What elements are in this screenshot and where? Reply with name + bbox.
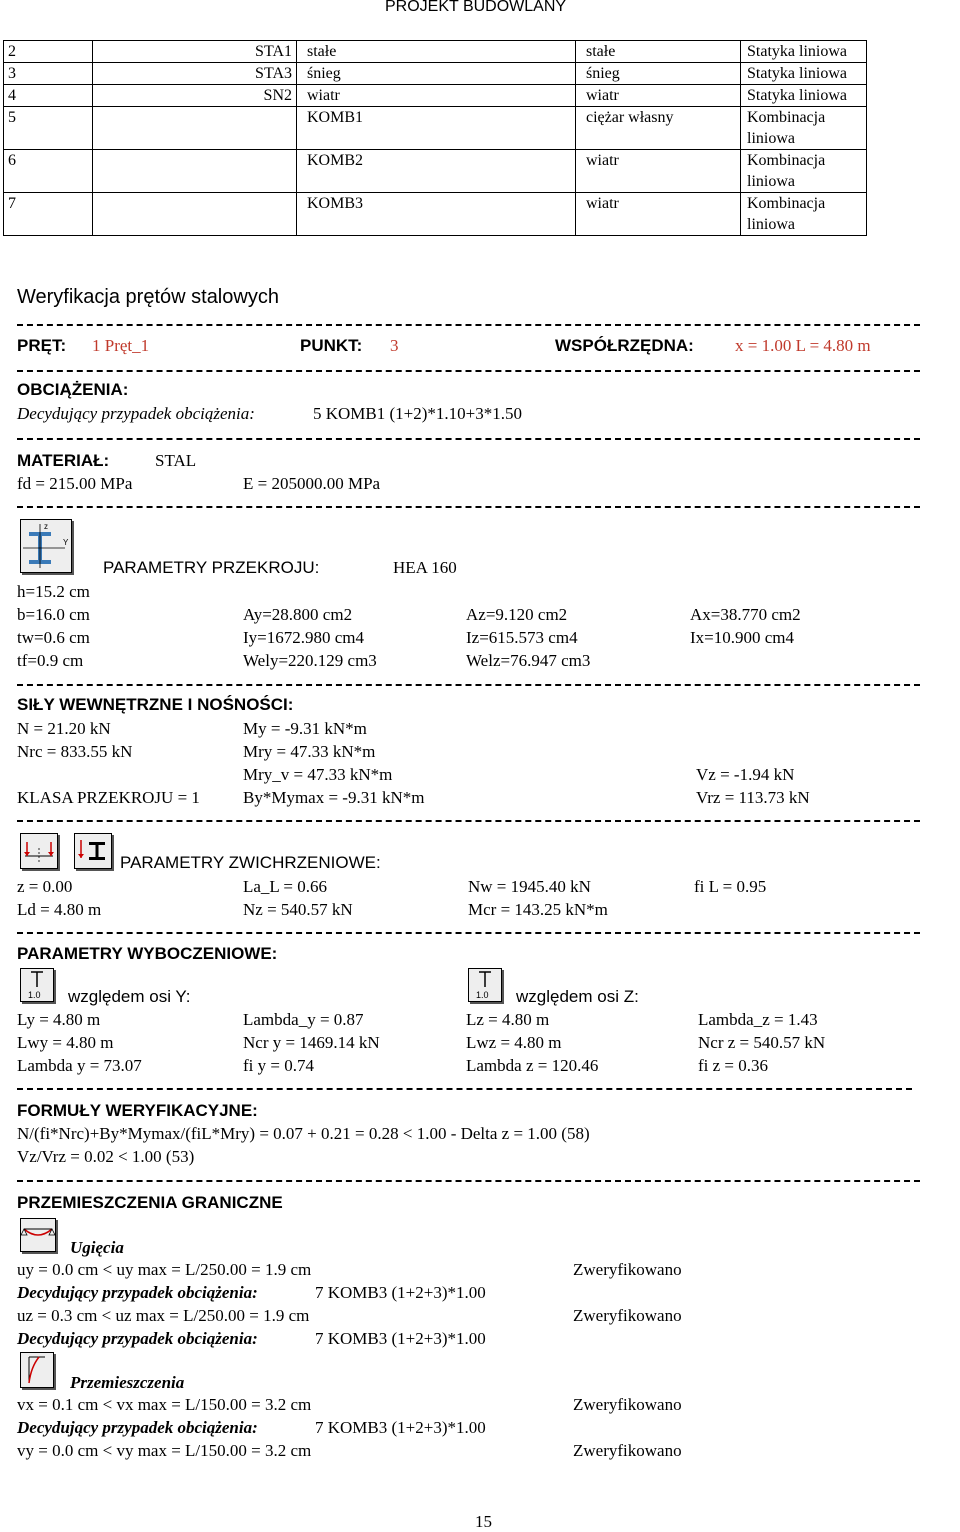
load-case-type: ciężar własny — [576, 107, 741, 150]
material-fd: fd = 215.00 MPa — [17, 474, 133, 493]
load-case-number: 6 — [4, 150, 93, 193]
formula-line-1: N/(fi*Nrc)+By*Mymax/(fiL*Mry) = 0.07 + 0.21 = 0.28 < 1.00 - Delta z = 1.00 (58) — [17, 1124, 590, 1143]
divider — [17, 1088, 912, 1090]
material-value: STAL — [155, 451, 197, 470]
uy-line: uy = 0.0 cm < uy max = L/250.00 = 1.9 cm — [17, 1260, 312, 1279]
divider — [17, 684, 920, 686]
svg-text:z: z — [44, 522, 48, 531]
formuly-label: FORMUŁY WERYFIKACYJNE: — [17, 1101, 258, 1120]
load-case-name: śnieg — [297, 63, 576, 85]
buckling-y-icon — [20, 968, 54, 1002]
table-row — [4, 107, 867, 150]
przekroj-param-value: Az=9.120 cm2 — [466, 605, 568, 624]
vx-line: vx = 0.1 cm < vx max = L/150.00 = 3.2 cm — [17, 1395, 312, 1414]
przemieszczenia-label: PRZEMIESZCZENIA GRANICZNE — [17, 1193, 283, 1212]
sily-label: SIŁY WEWNĘTRZNE I NOŚNOŚCI: — [17, 695, 294, 714]
zwichrzenie-param-value: fi L = 0.95 — [694, 877, 767, 896]
dec-label-2: Decydujący przypadek obciążenia: — [17, 1329, 258, 1348]
analysis-line: liniowa — [747, 173, 795, 190]
svg-text:1.0: 1.0 — [28, 990, 41, 1000]
obciazenia-value: 5 KOMB1 (1+2)*1.10+3*1.50 — [313, 404, 523, 423]
wyboczenie-param-value: Lambda z = 120.46 — [466, 1056, 599, 1075]
przekroj-param-value: Wely=220.129 cm3 — [243, 651, 377, 670]
analysis-line: Statyka liniowa — [747, 65, 847, 82]
divider — [17, 932, 920, 934]
sila-value: Vrz = 113.73 kN — [696, 788, 810, 807]
analysis-line: liniowa — [747, 130, 795, 147]
load-case-number: 7 — [4, 193, 93, 236]
sila-value: Vz = -1.94 kN — [696, 765, 795, 784]
osZ-label: względem osi Z: — [516, 987, 639, 1006]
wyboczenie-param-value: Lz = 4.80 m — [466, 1010, 550, 1029]
przekroj-label: PARAMETRY PRZEKROJU: — [103, 558, 320, 577]
pret-value: 1 Pręt_1 — [92, 336, 150, 355]
sila-value: KLASA PRZEKROJU = 1 — [17, 788, 200, 807]
wyboczenie-param-value: Ncr z = 540.57 kN — [698, 1033, 826, 1052]
table-row — [4, 150, 867, 193]
wyboczenie-param-value: Ncr y = 1469.14 kN — [243, 1033, 380, 1052]
vy-status: Zweryfikowano — [573, 1441, 682, 1460]
divider — [17, 506, 920, 508]
page-number: 15 — [475, 1512, 492, 1531]
przekroj-param-value: Iy=1672.980 cm4 — [243, 628, 365, 647]
sila-value: N = 21.20 kN — [17, 719, 111, 738]
load-case-number: 5 — [4, 107, 93, 150]
divider — [17, 324, 920, 326]
displacement-icon — [20, 1352, 54, 1388]
load-case-analysis — [741, 41, 867, 63]
lateral-buckling-icon — [20, 833, 58, 869]
wspolrzedna-value: x = 1.00 L = 4.80 m — [735, 336, 871, 355]
divider — [17, 370, 920, 372]
load-case-number: 3 — [4, 63, 93, 85]
przekroj-param-value: Ax=38.770 cm2 — [690, 605, 801, 624]
load-case-name: KOMB3 — [297, 193, 576, 236]
load-case-name: KOMB2 — [297, 150, 576, 193]
dec-value-2: 7 KOMB3 (1+2+3)*1.00 — [315, 1329, 486, 1348]
analysis-line: Kombinacja — [747, 152, 826, 169]
wyboczenie-param-value: Lwy = 4.80 m — [17, 1033, 114, 1052]
uy-status: Zweryfikowano — [573, 1260, 682, 1279]
load-case-type: śnieg — [576, 63, 741, 85]
table-row — [4, 85, 867, 107]
load-case-analysis — [741, 150, 867, 193]
wyboczenie-param-value: Ly = 4.80 m — [17, 1010, 101, 1029]
table-row — [4, 41, 867, 63]
load-case-analysis — [741, 85, 867, 107]
svg-text:Y: Y — [63, 538, 69, 547]
analysis-line: Kombinacja — [747, 109, 826, 126]
analysis-line: Statyka liniowa — [747, 87, 847, 104]
sila-value: My = -9.31 kN*m — [243, 719, 367, 738]
sila-value: Mry = 47.33 kN*m — [243, 742, 376, 761]
load-case-name: KOMB1 — [297, 107, 576, 150]
sila-value: Mry_v = 47.33 kN*m — [243, 765, 393, 784]
load-case-number: 4 — [4, 85, 93, 107]
wyboczenie-param-value: Lwz = 4.80 m — [466, 1033, 562, 1052]
divider — [17, 1180, 920, 1182]
zwichrzenie-param-value: Nz = 540.57 kN — [243, 900, 353, 919]
przekroj-param-value: Iz=615.573 cm4 — [466, 628, 578, 647]
load-case-type: stałe — [576, 41, 741, 63]
punkt-value: 3 — [390, 336, 399, 355]
load-case-analysis — [741, 193, 867, 236]
divider — [17, 820, 920, 822]
dec-label-1: Decydujący przypadek obciążenia: — [17, 1283, 258, 1302]
obciazenia-text: Decydujący przypadek obciążenia: — [17, 404, 255, 423]
formula-line-2: Vz/Vrz = 0.02 < 1.00 (53) — [17, 1147, 195, 1166]
load-case-code — [93, 150, 297, 193]
wspolrzedna-label: WSPÓŁRZĘDNA: — [555, 336, 694, 355]
obciazenia-label: OBCIĄŻENIA: — [17, 380, 129, 399]
osY-label: względem osi Y: — [68, 987, 191, 1006]
table-row — [4, 63, 867, 85]
load-case-code: STA3 — [93, 63, 297, 85]
divider — [17, 438, 920, 440]
wyboczenie-param-value: fi z = 0.36 — [698, 1056, 769, 1075]
wyboczenie-param-value: Lambda_z = 1.43 — [698, 1010, 818, 1029]
load-case-code — [93, 107, 297, 150]
section-title: Weryfikacja prętów stalowych — [17, 286, 279, 308]
page-header: PROJEKT BUDOWLANY — [385, 0, 567, 15]
load-case-analysis — [741, 63, 867, 85]
przekroj-param-value: Welz=76.947 cm3 — [466, 651, 591, 670]
zwichrzenie-param-value: Mcr = 143.25 kN*m — [468, 900, 608, 919]
analysis-line: Kombinacja — [747, 195, 826, 212]
ugiecia-label: Ugięcia — [70, 1238, 124, 1257]
przemieszczenia-sub-label: Przemieszczenia — [70, 1373, 185, 1392]
analysis-line: Statyka liniowa — [747, 43, 847, 60]
przekroj-param-value: b=16.0 cm — [17, 605, 90, 624]
load-case-type: wiatr — [576, 85, 741, 107]
load-case-type: wiatr — [576, 150, 741, 193]
uz-status: Zweryfikowano — [573, 1306, 682, 1325]
sila-value: By*Mymax = -9.31 kN*m — [243, 788, 425, 807]
analysis-line: liniowa — [747, 216, 795, 233]
wyboczenie-param-value: fi y = 0.74 — [243, 1056, 314, 1075]
przekroj-value: HEA 160 — [393, 558, 457, 577]
vy-line: vy = 0.0 cm < vy max = L/150.00 = 3.2 cm — [17, 1441, 312, 1460]
load-case-number: 2 — [4, 41, 93, 63]
load-case-type: wiatr — [576, 193, 741, 236]
dec-label-3: Decydujący przypadek obciążenia: — [17, 1418, 258, 1437]
sila-value: Nrc = 833.55 kN — [17, 742, 133, 761]
load-case-code: SN2 — [93, 85, 297, 107]
przekroj-param-value: h=15.2 cm — [17, 582, 90, 601]
przekroj-param-value: tf=0.9 cm — [17, 651, 84, 670]
deflection-icon — [20, 1218, 56, 1252]
przekroj-param-value: tw=0.6 cm — [17, 628, 90, 647]
zwichrzenie-param-value: Ld = 4.80 m — [17, 900, 102, 919]
i-beam-section-icon — [20, 519, 72, 573]
wyboczenie-param-value: Lambda y = 73.07 — [17, 1056, 142, 1075]
table-row — [4, 193, 867, 236]
uz-line: uz = 0.3 cm < uz max = L/250.00 = 1.9 cm — [17, 1306, 310, 1325]
load-case-analysis — [741, 107, 867, 150]
svg-text:1.0: 1.0 — [476, 990, 489, 1000]
zwichrzenie-label: PARAMETRY ZWICHRZENIOWE: — [120, 853, 381, 872]
load-case-code — [93, 193, 297, 236]
material-label: MATERIAŁ: — [17, 451, 110, 470]
dec-value-3: 7 KOMB3 (1+2+3)*1.00 — [315, 1418, 486, 1437]
section-load-icon — [74, 833, 112, 869]
buckling-z-icon — [468, 968, 502, 1002]
vx-status: Zweryfikowano — [573, 1395, 682, 1414]
punkt-label: PUNKT: — [300, 336, 363, 355]
pret-label: PRĘT: — [17, 336, 67, 355]
wyboczenie-param-value: Lambda_y = 0.87 — [243, 1010, 364, 1029]
zwichrzenie-param-value: z = 0.00 — [17, 877, 73, 896]
przekroj-param-value: Ix=10.900 cm4 — [690, 628, 795, 647]
load-case-name: stałe — [297, 41, 576, 63]
material-E: E = 205000.00 MPa — [243, 474, 381, 493]
przekroj-param-value: Ay=28.800 cm2 — [243, 605, 353, 624]
load-case-code: STA1 — [93, 41, 297, 63]
load-case-name: wiatr — [297, 85, 576, 107]
zwichrzenie-param-value: Nw = 1945.40 kN — [468, 877, 591, 896]
dec-value-1: 7 KOMB3 (1+2+3)*1.00 — [315, 1283, 486, 1302]
load-cases-table — [3, 40, 867, 236]
wyboczenie-label: PARAMETRY WYBOCZENIOWE: — [17, 944, 278, 963]
zwichrzenie-param-value: La_L = 0.66 — [243, 877, 328, 896]
